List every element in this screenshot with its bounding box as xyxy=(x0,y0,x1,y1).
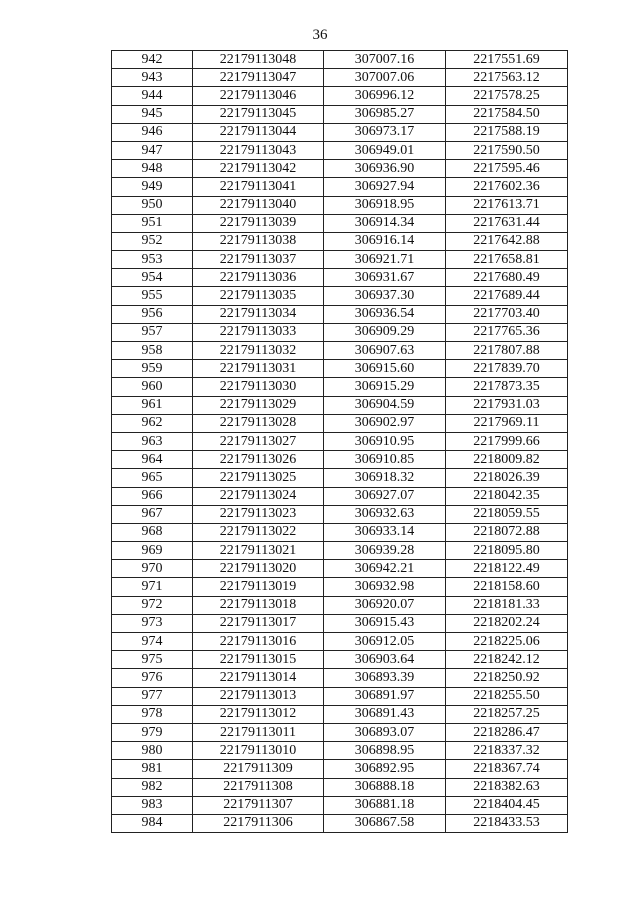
table-row xyxy=(112,342,568,360)
y-coordinate-cell: 2217689.44 xyxy=(446,287,568,305)
x-coordinate-cell: 306932.63 xyxy=(324,505,446,523)
row-number-cell: 965 xyxy=(112,469,193,487)
row-number-cell: 979 xyxy=(112,723,193,741)
y-coordinate-cell: 2217551.69 xyxy=(446,51,568,69)
point-id-cell: 22179113036 xyxy=(193,269,324,287)
x-coordinate-cell: 306931.67 xyxy=(324,269,446,287)
point-id-cell: 22179113012 xyxy=(193,705,324,723)
row-number-cell: 955 xyxy=(112,287,193,305)
x-coordinate-cell: 306915.29 xyxy=(324,378,446,396)
table-row xyxy=(112,505,568,523)
x-coordinate-cell: 306909.29 xyxy=(324,323,446,341)
table-row xyxy=(112,633,568,651)
point-id-cell: 2217911309 xyxy=(193,760,324,778)
point-id-cell: 22179113039 xyxy=(193,214,324,232)
x-coordinate-cell: 306927.94 xyxy=(324,178,446,196)
x-coordinate-cell: 306921.71 xyxy=(324,251,446,269)
table-row xyxy=(112,396,568,414)
row-number-cell: 951 xyxy=(112,214,193,232)
table-row xyxy=(112,123,568,141)
x-coordinate-cell: 306891.97 xyxy=(324,687,446,705)
y-coordinate-cell: 2217658.81 xyxy=(446,251,568,269)
y-coordinate-cell: 2218122.49 xyxy=(446,560,568,578)
row-number-cell: 973 xyxy=(112,614,193,632)
table-row xyxy=(112,69,568,87)
table-row xyxy=(112,105,568,123)
table-row xyxy=(112,614,568,632)
y-coordinate-cell: 2218250.92 xyxy=(446,669,568,687)
x-coordinate-cell: 306893.07 xyxy=(324,723,446,741)
row-number-cell: 958 xyxy=(112,342,193,360)
x-coordinate-cell: 306937.30 xyxy=(324,287,446,305)
y-coordinate-cell: 2217839.70 xyxy=(446,360,568,378)
x-coordinate-cell: 306907.63 xyxy=(324,342,446,360)
table-row xyxy=(112,578,568,596)
row-number-cell: 948 xyxy=(112,160,193,178)
y-coordinate-cell: 2218059.55 xyxy=(446,505,568,523)
y-coordinate-cell: 2218026.39 xyxy=(446,469,568,487)
point-id-cell: 22179113033 xyxy=(193,323,324,341)
table-row xyxy=(112,760,568,778)
x-coordinate-cell: 306891.43 xyxy=(324,705,446,723)
point-id-cell: 2217911308 xyxy=(193,778,324,796)
table-row xyxy=(112,251,568,269)
table-row xyxy=(112,178,568,196)
y-coordinate-cell: 2217588.19 xyxy=(446,123,568,141)
y-coordinate-cell: 2218382.63 xyxy=(446,778,568,796)
point-id-cell: 22179113020 xyxy=(193,560,324,578)
row-number-cell: 974 xyxy=(112,633,193,651)
table-row xyxy=(112,160,568,178)
table-row xyxy=(112,51,568,69)
y-coordinate-cell: 2218404.45 xyxy=(446,796,568,814)
point-id-cell: 22179113022 xyxy=(193,523,324,541)
row-number-cell: 971 xyxy=(112,578,193,596)
point-id-cell: 2217911307 xyxy=(193,796,324,814)
y-coordinate-cell: 2218009.82 xyxy=(446,451,568,469)
x-coordinate-cell: 306936.54 xyxy=(324,305,446,323)
table-row xyxy=(112,651,568,669)
y-coordinate-cell: 2217931.03 xyxy=(446,396,568,414)
point-id-cell: 22179113010 xyxy=(193,742,324,760)
point-id-cell: 22179113048 xyxy=(193,51,324,69)
point-id-cell: 22179113045 xyxy=(193,105,324,123)
y-coordinate-cell: 2218367.74 xyxy=(446,760,568,778)
y-coordinate-cell: 2217703.40 xyxy=(446,305,568,323)
y-coordinate-cell: 2217590.50 xyxy=(446,141,568,159)
row-number-cell: 968 xyxy=(112,523,193,541)
x-coordinate-cell: 306932.98 xyxy=(324,578,446,596)
x-coordinate-cell: 306942.21 xyxy=(324,560,446,578)
y-coordinate-cell: 2218242.12 xyxy=(446,651,568,669)
coordinates-table xyxy=(111,50,568,833)
table-row xyxy=(112,560,568,578)
y-coordinate-cell: 2218225.06 xyxy=(446,633,568,651)
point-id-cell: 22179113018 xyxy=(193,596,324,614)
row-number-cell: 983 xyxy=(112,796,193,814)
table-row xyxy=(112,414,568,432)
table-row xyxy=(112,542,568,560)
y-coordinate-cell: 2218337.32 xyxy=(446,742,568,760)
row-number-cell: 982 xyxy=(112,778,193,796)
point-id-cell: 22179113041 xyxy=(193,178,324,196)
table-row xyxy=(112,723,568,741)
coordinates-table-body xyxy=(112,51,568,833)
x-coordinate-cell: 306892.95 xyxy=(324,760,446,778)
y-coordinate-cell: 2217765.36 xyxy=(446,323,568,341)
row-number-cell: 963 xyxy=(112,432,193,450)
row-number-cell: 957 xyxy=(112,323,193,341)
row-number-cell: 944 xyxy=(112,87,193,105)
row-number-cell: 952 xyxy=(112,232,193,250)
table-row xyxy=(112,232,568,250)
row-number-cell: 967 xyxy=(112,505,193,523)
y-coordinate-cell: 2218255.50 xyxy=(446,687,568,705)
x-coordinate-cell: 306918.95 xyxy=(324,196,446,214)
y-coordinate-cell: 2217969.11 xyxy=(446,414,568,432)
y-coordinate-cell: 2218095.80 xyxy=(446,542,568,560)
table-row xyxy=(112,305,568,323)
y-coordinate-cell: 2218257.25 xyxy=(446,705,568,723)
y-coordinate-cell: 2218433.53 xyxy=(446,814,568,832)
x-coordinate-cell: 306996.12 xyxy=(324,87,446,105)
x-coordinate-cell: 306910.85 xyxy=(324,451,446,469)
y-coordinate-cell: 2217642.88 xyxy=(446,232,568,250)
point-id-cell: 22179113047 xyxy=(193,69,324,87)
x-coordinate-cell: 306903.64 xyxy=(324,651,446,669)
row-number-cell: 959 xyxy=(112,360,193,378)
row-number-cell: 976 xyxy=(112,669,193,687)
row-number-cell: 962 xyxy=(112,414,193,432)
table-row xyxy=(112,196,568,214)
table-row xyxy=(112,141,568,159)
table-row xyxy=(112,487,568,505)
row-number-cell: 984 xyxy=(112,814,193,832)
table-row xyxy=(112,669,568,687)
point-id-cell: 22179113037 xyxy=(193,251,324,269)
row-number-cell: 972 xyxy=(112,596,193,614)
point-id-cell: 22179113023 xyxy=(193,505,324,523)
point-id-cell: 22179113043 xyxy=(193,141,324,159)
x-coordinate-cell: 306888.18 xyxy=(324,778,446,796)
table-row xyxy=(112,778,568,796)
x-coordinate-cell: 306973.17 xyxy=(324,123,446,141)
row-number-cell: 960 xyxy=(112,378,193,396)
y-coordinate-cell: 2217631.44 xyxy=(446,214,568,232)
point-id-cell: 22179113025 xyxy=(193,469,324,487)
x-coordinate-cell: 306914.34 xyxy=(324,214,446,232)
point-id-cell: 22179113044 xyxy=(193,123,324,141)
x-coordinate-cell: 306915.43 xyxy=(324,614,446,632)
y-coordinate-cell: 2217873.35 xyxy=(446,378,568,396)
y-coordinate-cell: 2218072.88 xyxy=(446,523,568,541)
y-coordinate-cell: 2217578.25 xyxy=(446,87,568,105)
row-number-cell: 945 xyxy=(112,105,193,123)
row-number-cell: 954 xyxy=(112,269,193,287)
y-coordinate-cell: 2218181.33 xyxy=(446,596,568,614)
table-row xyxy=(112,269,568,287)
x-coordinate-cell: 306936.90 xyxy=(324,160,446,178)
row-number-cell: 978 xyxy=(112,705,193,723)
y-coordinate-cell: 2218158.60 xyxy=(446,578,568,596)
point-id-cell: 22179113040 xyxy=(193,196,324,214)
row-number-cell: 943 xyxy=(112,69,193,87)
x-coordinate-cell: 306912.05 xyxy=(324,633,446,651)
table-row xyxy=(112,523,568,541)
row-number-cell: 947 xyxy=(112,141,193,159)
row-number-cell: 949 xyxy=(112,178,193,196)
x-coordinate-cell: 306939.28 xyxy=(324,542,446,560)
x-coordinate-cell: 306933.14 xyxy=(324,523,446,541)
x-coordinate-cell: 306881.18 xyxy=(324,796,446,814)
table-row xyxy=(112,705,568,723)
point-id-cell: 22179113034 xyxy=(193,305,324,323)
table-row xyxy=(112,796,568,814)
row-number-cell: 975 xyxy=(112,651,193,669)
row-number-cell: 956 xyxy=(112,305,193,323)
y-coordinate-cell: 2217999.66 xyxy=(446,432,568,450)
y-coordinate-cell: 2217680.49 xyxy=(446,269,568,287)
row-number-cell: 953 xyxy=(112,251,193,269)
table-row xyxy=(112,323,568,341)
point-id-cell: 22179113016 xyxy=(193,633,324,651)
table-row xyxy=(112,378,568,396)
x-coordinate-cell: 307007.16 xyxy=(324,51,446,69)
point-id-cell: 22179113013 xyxy=(193,687,324,705)
point-id-cell: 22179113032 xyxy=(193,342,324,360)
x-coordinate-cell: 306927.07 xyxy=(324,487,446,505)
y-coordinate-cell: 2217595.46 xyxy=(446,160,568,178)
x-coordinate-cell: 306867.58 xyxy=(324,814,446,832)
x-coordinate-cell: 306918.32 xyxy=(324,469,446,487)
point-id-cell: 22179113017 xyxy=(193,614,324,632)
table-row xyxy=(112,432,568,450)
row-number-cell: 946 xyxy=(112,123,193,141)
x-coordinate-cell: 306985.27 xyxy=(324,105,446,123)
x-coordinate-cell: 306915.60 xyxy=(324,360,446,378)
point-id-cell: 22179113014 xyxy=(193,669,324,687)
point-id-cell: 2217911306 xyxy=(193,814,324,832)
x-coordinate-cell: 306910.95 xyxy=(324,432,446,450)
point-id-cell: 22179113024 xyxy=(193,487,324,505)
table-row xyxy=(112,287,568,305)
row-number-cell: 969 xyxy=(112,542,193,560)
row-number-cell: 942 xyxy=(112,51,193,69)
point-id-cell: 22179113031 xyxy=(193,360,324,378)
table-row xyxy=(112,742,568,760)
row-number-cell: 970 xyxy=(112,560,193,578)
point-id-cell: 22179113042 xyxy=(193,160,324,178)
y-coordinate-cell: 2217584.50 xyxy=(446,105,568,123)
x-coordinate-cell: 306916.14 xyxy=(324,232,446,250)
y-coordinate-cell: 2217602.36 xyxy=(446,178,568,196)
point-id-cell: 22179113021 xyxy=(193,542,324,560)
page-number: 36 xyxy=(312,27,328,43)
y-coordinate-cell: 2218286.47 xyxy=(446,723,568,741)
row-number-cell: 961 xyxy=(112,396,193,414)
point-id-cell: 22179113030 xyxy=(193,378,324,396)
point-id-cell: 22179113029 xyxy=(193,396,324,414)
table-row xyxy=(112,214,568,232)
point-id-cell: 22179113038 xyxy=(193,232,324,250)
x-coordinate-cell: 306898.95 xyxy=(324,742,446,760)
row-number-cell: 950 xyxy=(112,196,193,214)
row-number-cell: 977 xyxy=(112,687,193,705)
y-coordinate-cell: 2217613.71 xyxy=(446,196,568,214)
table-row xyxy=(112,451,568,469)
point-id-cell: 22179113046 xyxy=(193,87,324,105)
point-id-cell: 22179113027 xyxy=(193,432,324,450)
point-id-cell: 22179113019 xyxy=(193,578,324,596)
row-number-cell: 966 xyxy=(112,487,193,505)
point-id-cell: 22179113015 xyxy=(193,651,324,669)
x-coordinate-cell: 306904.59 xyxy=(324,396,446,414)
point-id-cell: 22179113011 xyxy=(193,723,324,741)
x-coordinate-cell: 306949.01 xyxy=(324,141,446,159)
table-row xyxy=(112,360,568,378)
table-row xyxy=(112,687,568,705)
x-coordinate-cell: 307007.06 xyxy=(324,69,446,87)
y-coordinate-cell: 2217563.12 xyxy=(446,69,568,87)
table-row xyxy=(112,814,568,832)
point-id-cell: 22179113028 xyxy=(193,414,324,432)
row-number-cell: 980 xyxy=(112,742,193,760)
x-coordinate-cell: 306920.07 xyxy=(324,596,446,614)
point-id-cell: 22179113035 xyxy=(193,287,324,305)
table-row xyxy=(112,87,568,105)
x-coordinate-cell: 306893.39 xyxy=(324,669,446,687)
x-coordinate-cell: 306902.97 xyxy=(324,414,446,432)
table-row xyxy=(112,596,568,614)
y-coordinate-cell: 2218202.24 xyxy=(446,614,568,632)
row-number-cell: 964 xyxy=(112,451,193,469)
y-coordinate-cell: 2217807.88 xyxy=(446,342,568,360)
row-number-cell: 981 xyxy=(112,760,193,778)
point-id-cell: 22179113026 xyxy=(193,451,324,469)
y-coordinate-cell: 2218042.35 xyxy=(446,487,568,505)
table-row xyxy=(112,469,568,487)
